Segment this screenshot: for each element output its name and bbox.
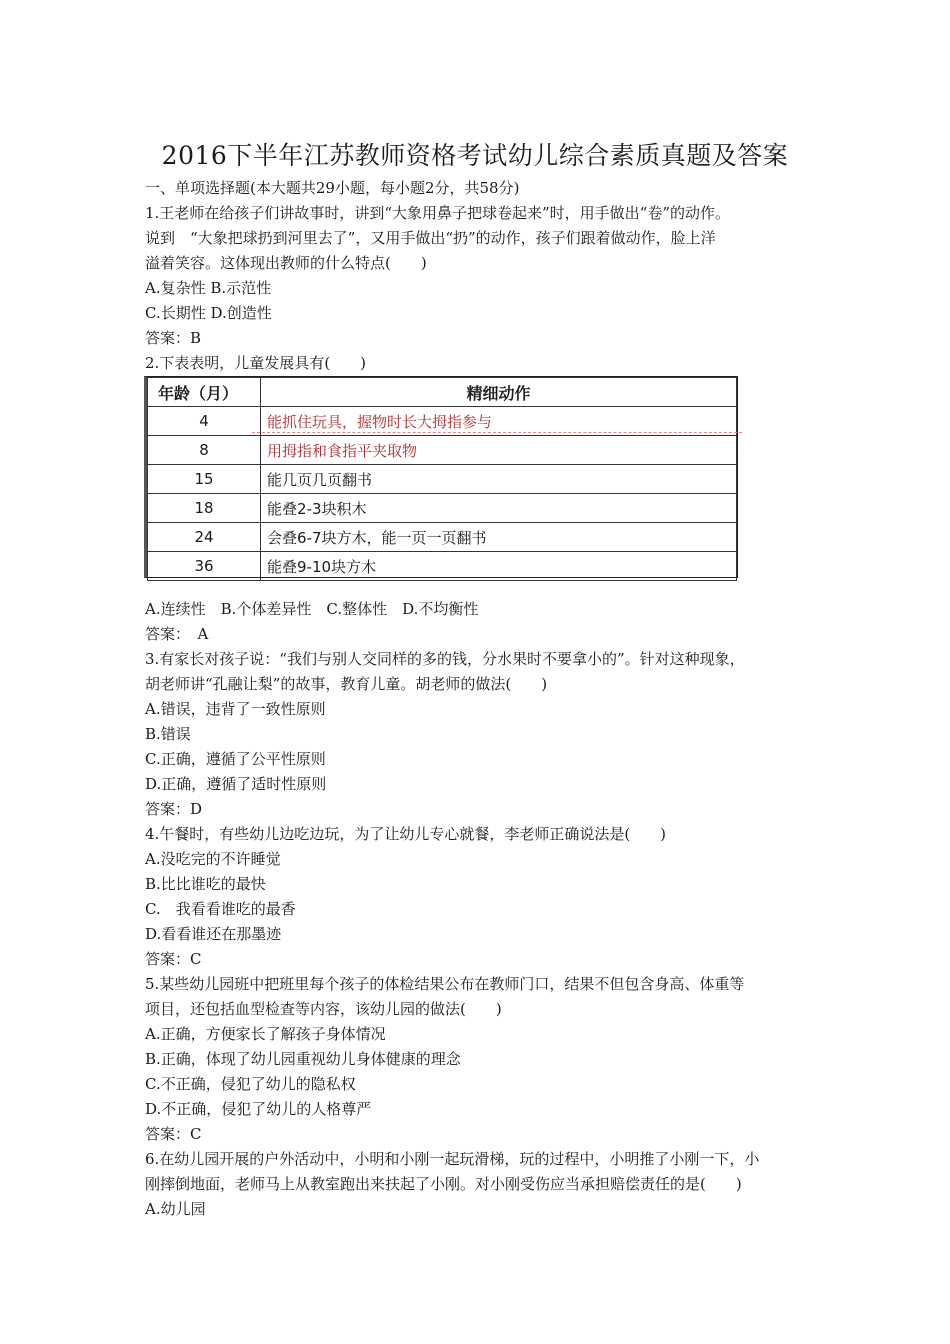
option-line: C.长期性 D.创造性 xyxy=(145,304,272,322)
table-cell-age: 15 xyxy=(148,465,261,494)
text-line: 5.某些幼儿园班中把班里每个孩子的体检结果公布在教师门口，结果不但包含身高、体重等 xyxy=(145,975,745,993)
option-line: B.正确，体现了幼儿园重视幼儿身体健康的理念 xyxy=(145,1050,461,1068)
page-title: 2016下半年江苏教师资格考试幼儿综合素质真题及答案 xyxy=(161,141,789,170)
text-line: 溢着笑容。这体现出教师的什么特点( ) xyxy=(145,254,427,272)
table-cell-age: 18 xyxy=(148,494,261,523)
option-line: D.看看谁还在那墨迹 xyxy=(145,925,282,943)
option-line: A.复杂性 B.示范性 xyxy=(145,279,272,297)
table-row xyxy=(148,465,737,494)
text-line: 4.午餐时，有些幼儿边吃边玩，为了让幼儿专心就餐，李老师正确说法是( ) xyxy=(145,825,667,843)
red-dashed-mark xyxy=(252,432,742,433)
text-line: 刚摔倒地面，老师马上从教室跑出来扶起了小刚。对小刚受伤应当承担赔偿责任的是( ) xyxy=(145,1175,742,1193)
table-row xyxy=(148,436,737,465)
answer-line: 答案：C xyxy=(145,1125,202,1143)
table-cell-age: 8 xyxy=(148,436,261,465)
answer-line: 答案：D xyxy=(145,800,203,818)
text-line: 3.有家长对孩子说：“我们与别人交同样的多的钱，分水果时不要拿小的”。针对这种现象， xyxy=(145,650,745,668)
option-line: C.正确，遵循了公平性原则 xyxy=(145,750,326,768)
table-row xyxy=(148,552,737,581)
table-row xyxy=(148,494,737,523)
text-line: 项目，还包括血型检查等内容，该幼儿园的做法( ) xyxy=(145,1000,502,1018)
option-line: A.正确，方便家长了解孩子身体情况 xyxy=(145,1025,386,1043)
option-line: D.正确，遵循了适时性原则 xyxy=(145,775,327,793)
text-line: 1.王老师在给孩子们讲故事时，讲到“大象用鼻子把球卷起来”时，用手做出“卷”的动作。 xyxy=(145,204,730,222)
table-cell-action: 能叠9-10块方木 xyxy=(261,552,737,581)
option-line: A.连续性 B.个体差异性 C.整体性 D.不均衡性 xyxy=(145,600,479,618)
section-heading: 一、单项选择题(本大题共29小题，每小题2分，共58分) xyxy=(145,179,520,197)
answer-line: 答案： A xyxy=(145,625,209,643)
answer-line: 答案：C xyxy=(145,950,202,968)
option-line: C. 我看看谁吃的最香 xyxy=(145,900,296,918)
table-cell-age: 24 xyxy=(148,523,261,552)
table-cell-action: 会叠6-7块方木，能一页一页翻书 xyxy=(261,523,737,552)
table-cell-age: 4 xyxy=(148,407,261,436)
table-cell-age: 36 xyxy=(148,552,261,581)
text-line: 说到 “大象把球扔到河里去了”，又用手做出“扔”的动作，孩子们跟着做动作，脸上洋 xyxy=(145,229,716,247)
option-line: A.幼儿园 xyxy=(145,1200,206,1218)
text-line: 2.下表表明，儿童发展具有( ) xyxy=(145,354,367,372)
option-line: D.不正确，侵犯了幼儿的人格尊严 xyxy=(145,1100,372,1118)
table-cell-action: 能叠2-3块积木 xyxy=(261,494,737,523)
option-line: A.错误，违背了一致性原则 xyxy=(145,700,326,718)
option-line: B.比比谁吃的最快 xyxy=(145,875,266,893)
table-cell-action: 用拇指和食指平夹取物 xyxy=(261,436,737,465)
table-header-age: 年龄（月） xyxy=(148,378,261,407)
option-line: A.没吃完的不许睡觉 xyxy=(145,850,281,868)
development-table xyxy=(144,376,738,578)
table-header-action: 精细动作 xyxy=(261,378,737,407)
table-row xyxy=(148,523,737,552)
answer-line: 答案：B xyxy=(145,329,202,347)
text-line: 6.在幼儿园开展的户外活动中，小明和小刚一起玩滑梯，玩的过程中，小明推了小刚一下，小 xyxy=(145,1150,760,1168)
option-line: C.不正确，侵犯了幼儿的隐私权 xyxy=(145,1075,356,1093)
table-cell-action: 能几页几页翻书 xyxy=(261,465,737,494)
option-line: B.错误 xyxy=(145,725,191,743)
table-cell-action: 能抓住玩具，握物时长大拇指参与 xyxy=(261,407,737,436)
text-line: 胡老师讲“孔融让梨”的故事，教育儿童。胡老师的做法( ) xyxy=(145,675,548,693)
